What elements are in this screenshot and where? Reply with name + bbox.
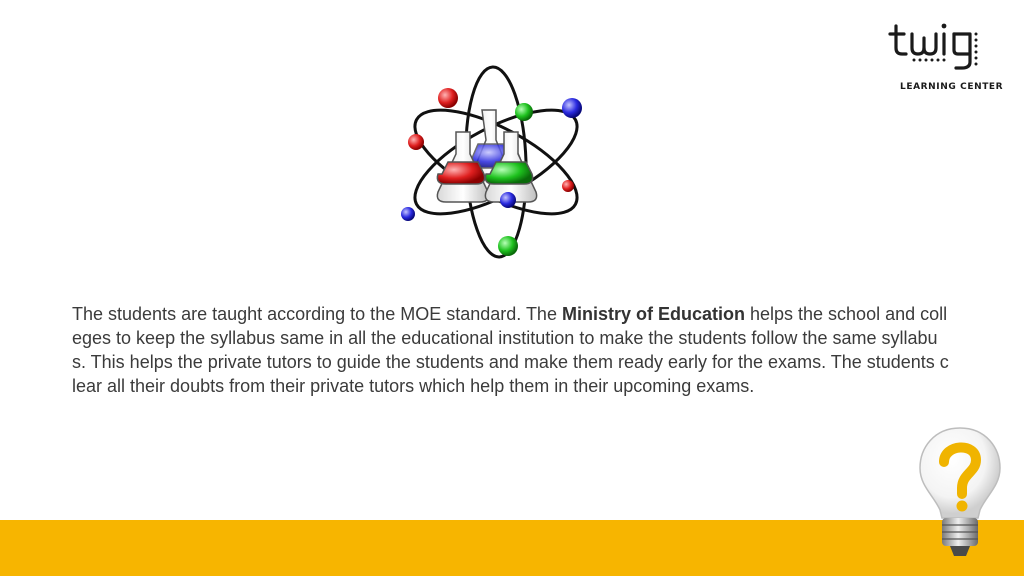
atom-flasks-icon <box>396 58 596 264</box>
brand-logo <box>888 20 1006 98</box>
text-before: The students are taught according to the MOE standard. The <box>72 304 562 324</box>
footer-bar <box>0 520 1024 576</box>
text-after: helps the school and colleges to keep the syllabus same in all the educational institution to make the students follow the same syllabus. This helps the private tutors to guide the students and make them ready early for the exams. The students clear all their doubts from their private tutors which help them in their upcoming exams. <box>72 304 949 396</box>
twig-wordmark-icon <box>888 20 1000 76</box>
description-paragraph <box>72 302 950 398</box>
lightbulb-question-icon <box>914 426 1006 560</box>
highlight-ministry: Ministry of Education <box>561 304 745 324</box>
logo-subtitle: LEARNING CENTER <box>900 82 1004 92</box>
